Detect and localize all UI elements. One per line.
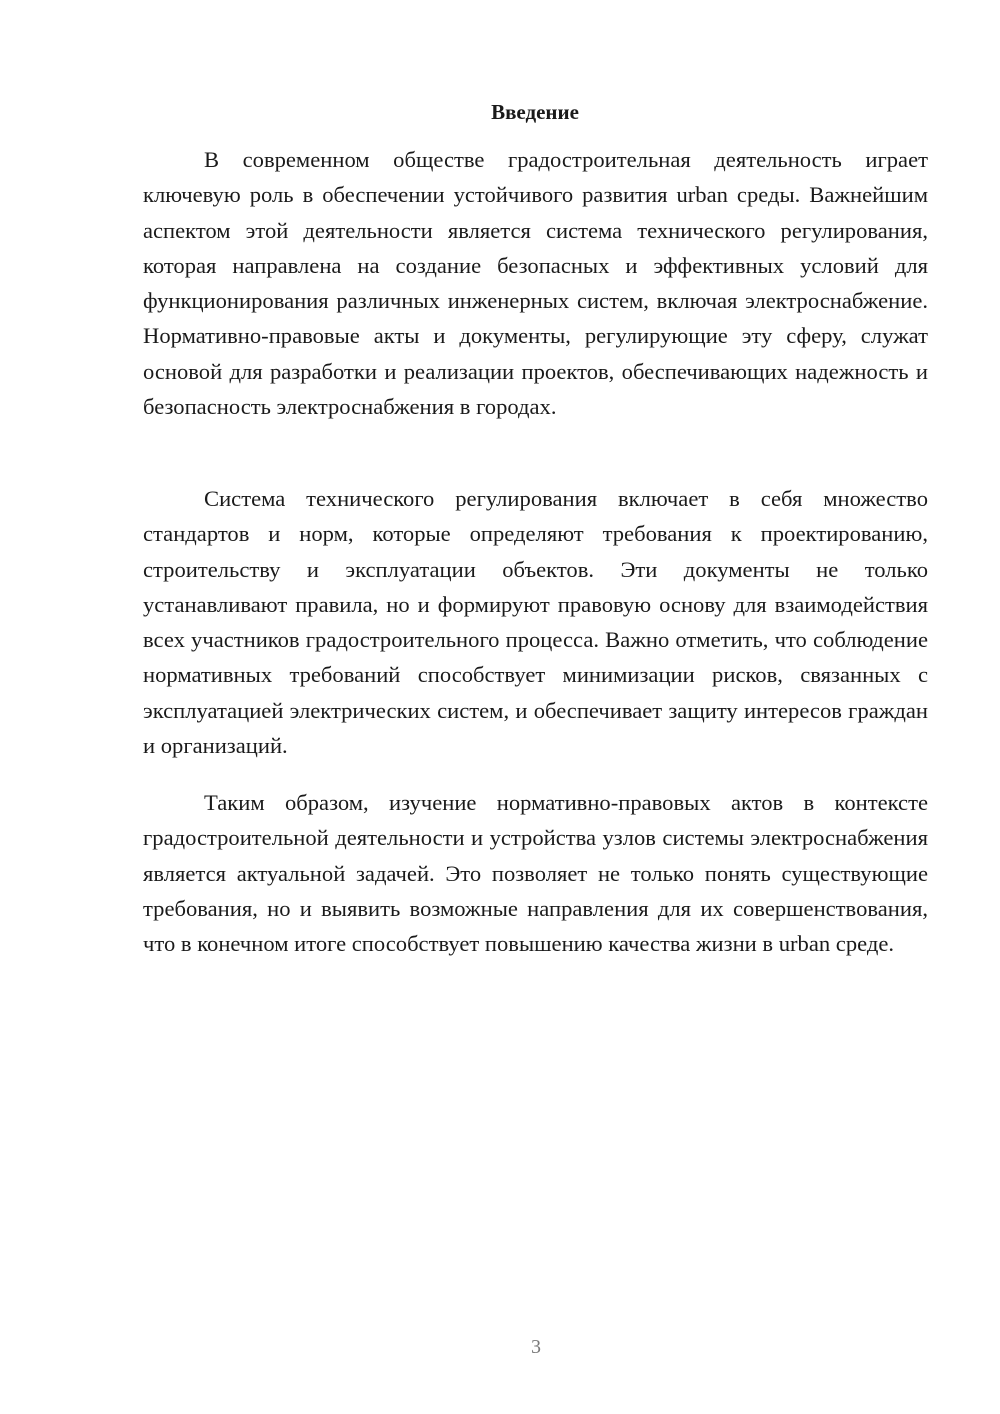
page-number: 3 [531,1336,541,1358]
paragraph-1: В современном обществе градостроительная деятельность играет ключевую роль в обеспечении устойчивого развития urban среды. Важнейшим аспектом этой деятельности является система технического регулирования, которая направлена на создание безопасных и эффективных условий для функционирования различных инженерных систем, включая электроснабжение. Нормативно-правовые акты и документы, регулирующие эту сферу, служат основой для разработки и реализации проектов, обеспечивающих надежность и безопасность электроснабжения в городах. [143,147,928,420]
paragraph-3: Таким образом, изучение нормативно-правовых актов в контексте градостроительной деятельности и устройства узлов системы электроснабжения является актуальной задачей. Это позволяет не только понять существующие требования, но и выявить возможные направления для их совершенствования, что в конечном итоге способствует повышению качества жизни в urban среде. [143,790,928,957]
paragraph-2: Система технического регулирования включает в себя множество стандартов и норм, которые определяют требования к проектированию, строительству и эксплуатации объектов. Эти документы не только устанавливают правила, но и формируют правовую основу для взаимодействия всех участников градостроительного процесса. Важно отметить, что соблюдение нормативных требований способствует минимизации рисков, связанных с эксплуатацией электрических систем, и обеспечивает защиту интересов граждан и организаций. [143,486,928,759]
section-title: Введение [491,100,579,124]
